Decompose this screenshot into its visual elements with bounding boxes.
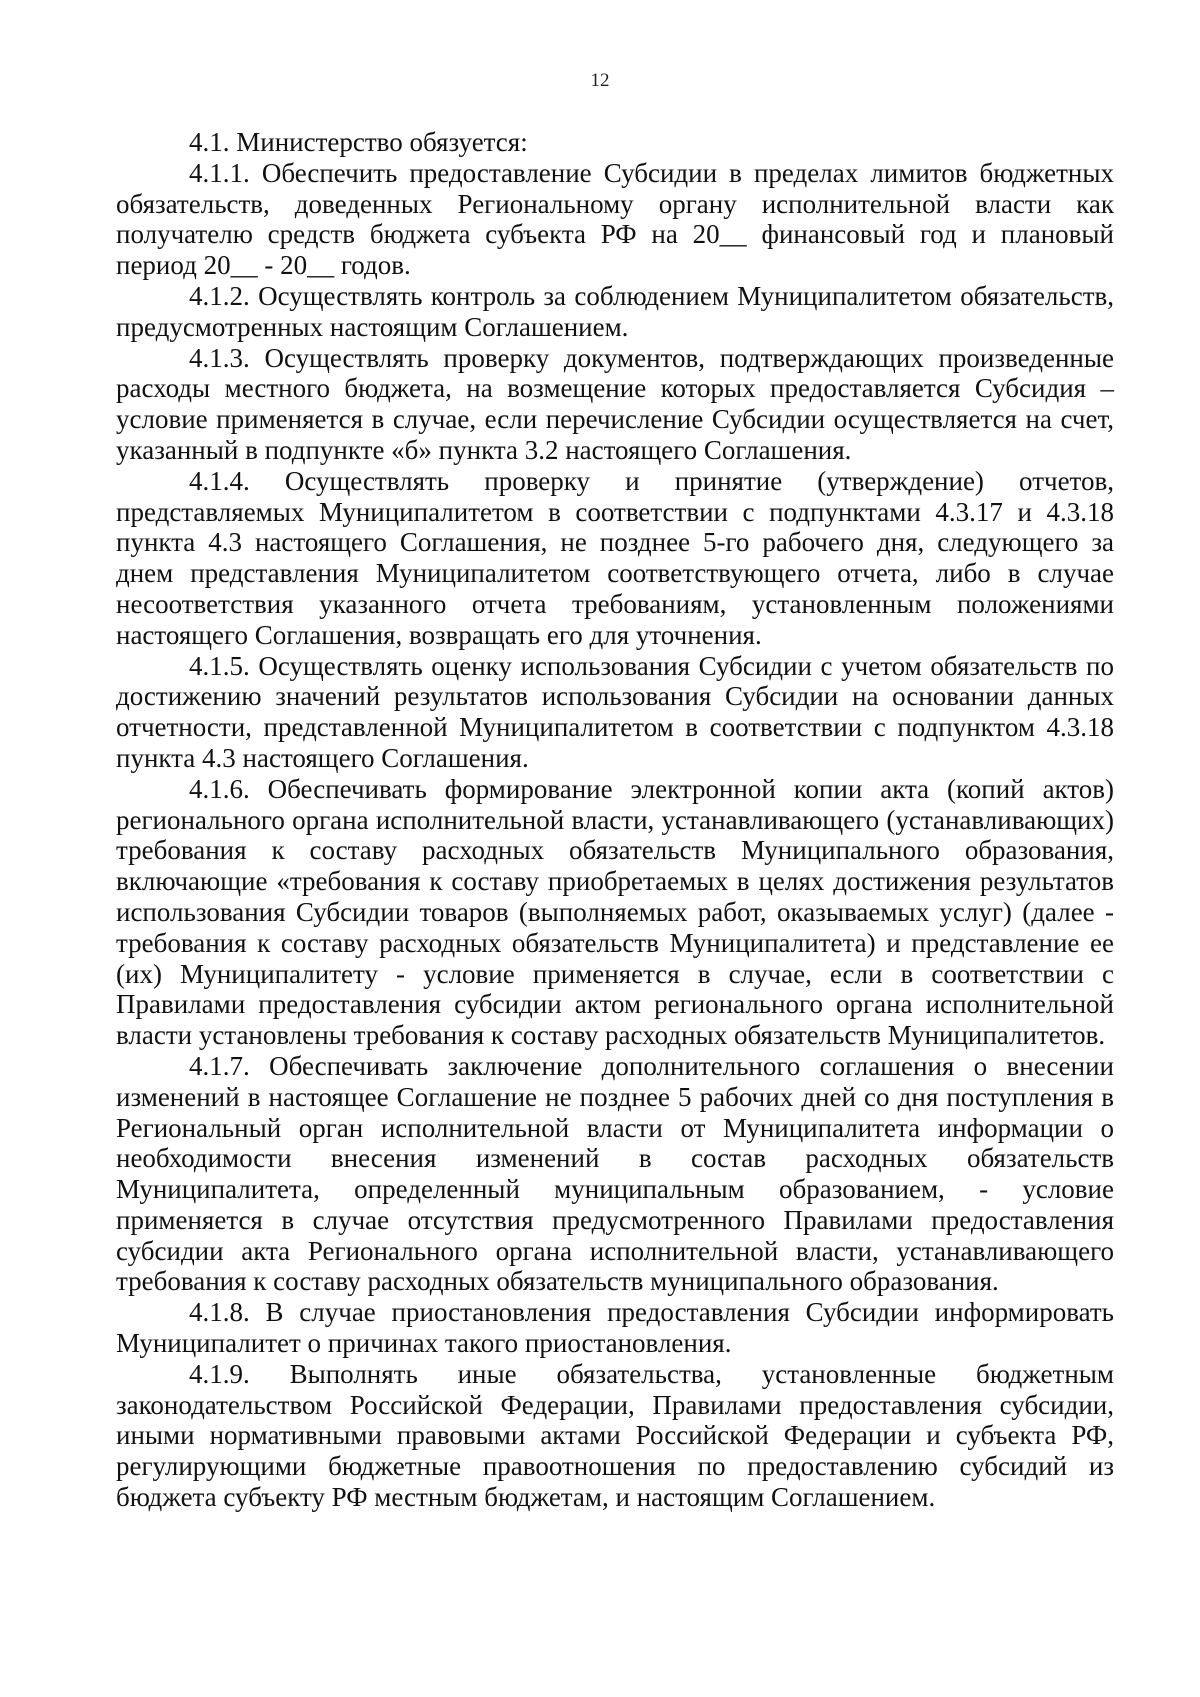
- document-body: [116, 127, 1114, 1513]
- paragraph-4-1-8: 4.1.8. В случае приостановления предоставления Субсидии информировать Муниципалитет о причинах такого приостановления.: [116, 1297, 1114, 1359]
- page-number: 12: [590, 70, 610, 91]
- paragraph-4-1-2: 4.1.2. Осуществлять контроль за соблюдением Муниципалитетом обязательств, предусмотренных настоящим Соглашением.: [116, 280, 1114, 342]
- paragraph-4-1-9: 4.1.9. Выполнять иные обязательства, установленные бюджетным законодательством Российской Федерации, Правилами предоставления субсидии, иными нормативными правовыми актами Российской Федерации и субъекта РФ, регулирующими бюджетные правоотношения по предоставлению субсидий из бюджета субъекту РФ местным бюджетам, и настоящим Соглашением.: [116, 1358, 1114, 1513]
- paragraph-4-1-5: 4.1.5. Осуществлять оценку использования Субсидии с учетом обязательств по достижению значений результатов использования Субсидии на основании данных отчетности, представленной Муниципалитетом в соответствии с подпунктом 4.3.18 пункта 4.3 настоящего Соглашения.: [116, 650, 1114, 773]
- paragraph-4-1: 4.1. Министерство обязуется:: [189, 127, 528, 157]
- paragraph-4-1-6: 4.1.6. Обеспечивать формирование электронной копии акта (копий актов) регионального органа исполнительной власти, устанавливающего (устанавливающих) требования к составу расходных обязательств Муниципального образования, включающие «требования к составу приобретаемых в целях достижения результатов использования Субсидии товаров (выполняемых работ, оказываемых услуг) (далее - требования к составу расходных обязательств Муниципалитета) и представление ее (их) Муниципалитету - условие применяется в случае, если в соответствии с Правилами предоставления субсидии актом регионального органа исполнительной власти установлены требования к составу расходных обязательств Муниципалитетов.: [116, 773, 1114, 1051]
- paragraph-4-1-1: 4.1.1. Обеспечить предоставление Субсидии в пределах лимитов бюджетных обязательств, доведенных Региональному органу исполнительной власти как получателю средств бюджета субъекта РФ на 20__ финансовый год и плановый период 20__ - 20__ годов.: [116, 157, 1114, 281]
- paragraph-4-1-3: 4.1.3. Осуществлять проверку документов, подтверждающих произведенные расходы местного бюджета, на возмещение которых предоставляется Субсидия – условие применяется в случае, если перечисление Субсидии осуществляется на счет, указанный в подпункте «б» пункта 3.2 настоящего Соглашения.: [116, 342, 1114, 465]
- paragraph-4-1-7: 4.1.7. Обеспечивать заключение дополнительного соглашения о внесении изменений в настоящее Соглашение не позднее 5 рабочих дней со дня поступления в Региональный орган исполнительной власти от Муниципалитета информации о необходимости внесения изменений в состав расходных обязательств Муниципалитета, определенный муниципальным образованием, - условие применяется в случае отсутствия предусмотренного Правилами предоставления субсидии акта Регионального органа исполнительной власти, устанавливающего требования к составу расходных обязательств муниципального образования.: [116, 1050, 1114, 1297]
- paragraph-4-1-4: 4.1.4. Осуществлять проверку и принятие (утверждение) отчетов, представляемых Муниципалитетом в соответствии с подпунктами 4.3.17 и 4.3.18 пункта 4.3 настоящего Соглашения, не позднее 5-го рабочего дня, следующего за днем представления Муниципалитетом соответствующего отчета, либо в случае несоответствия указанного отчета требованиям, установленным положениями настоящего Соглашения, возвращать его для уточнения.: [116, 465, 1114, 650]
